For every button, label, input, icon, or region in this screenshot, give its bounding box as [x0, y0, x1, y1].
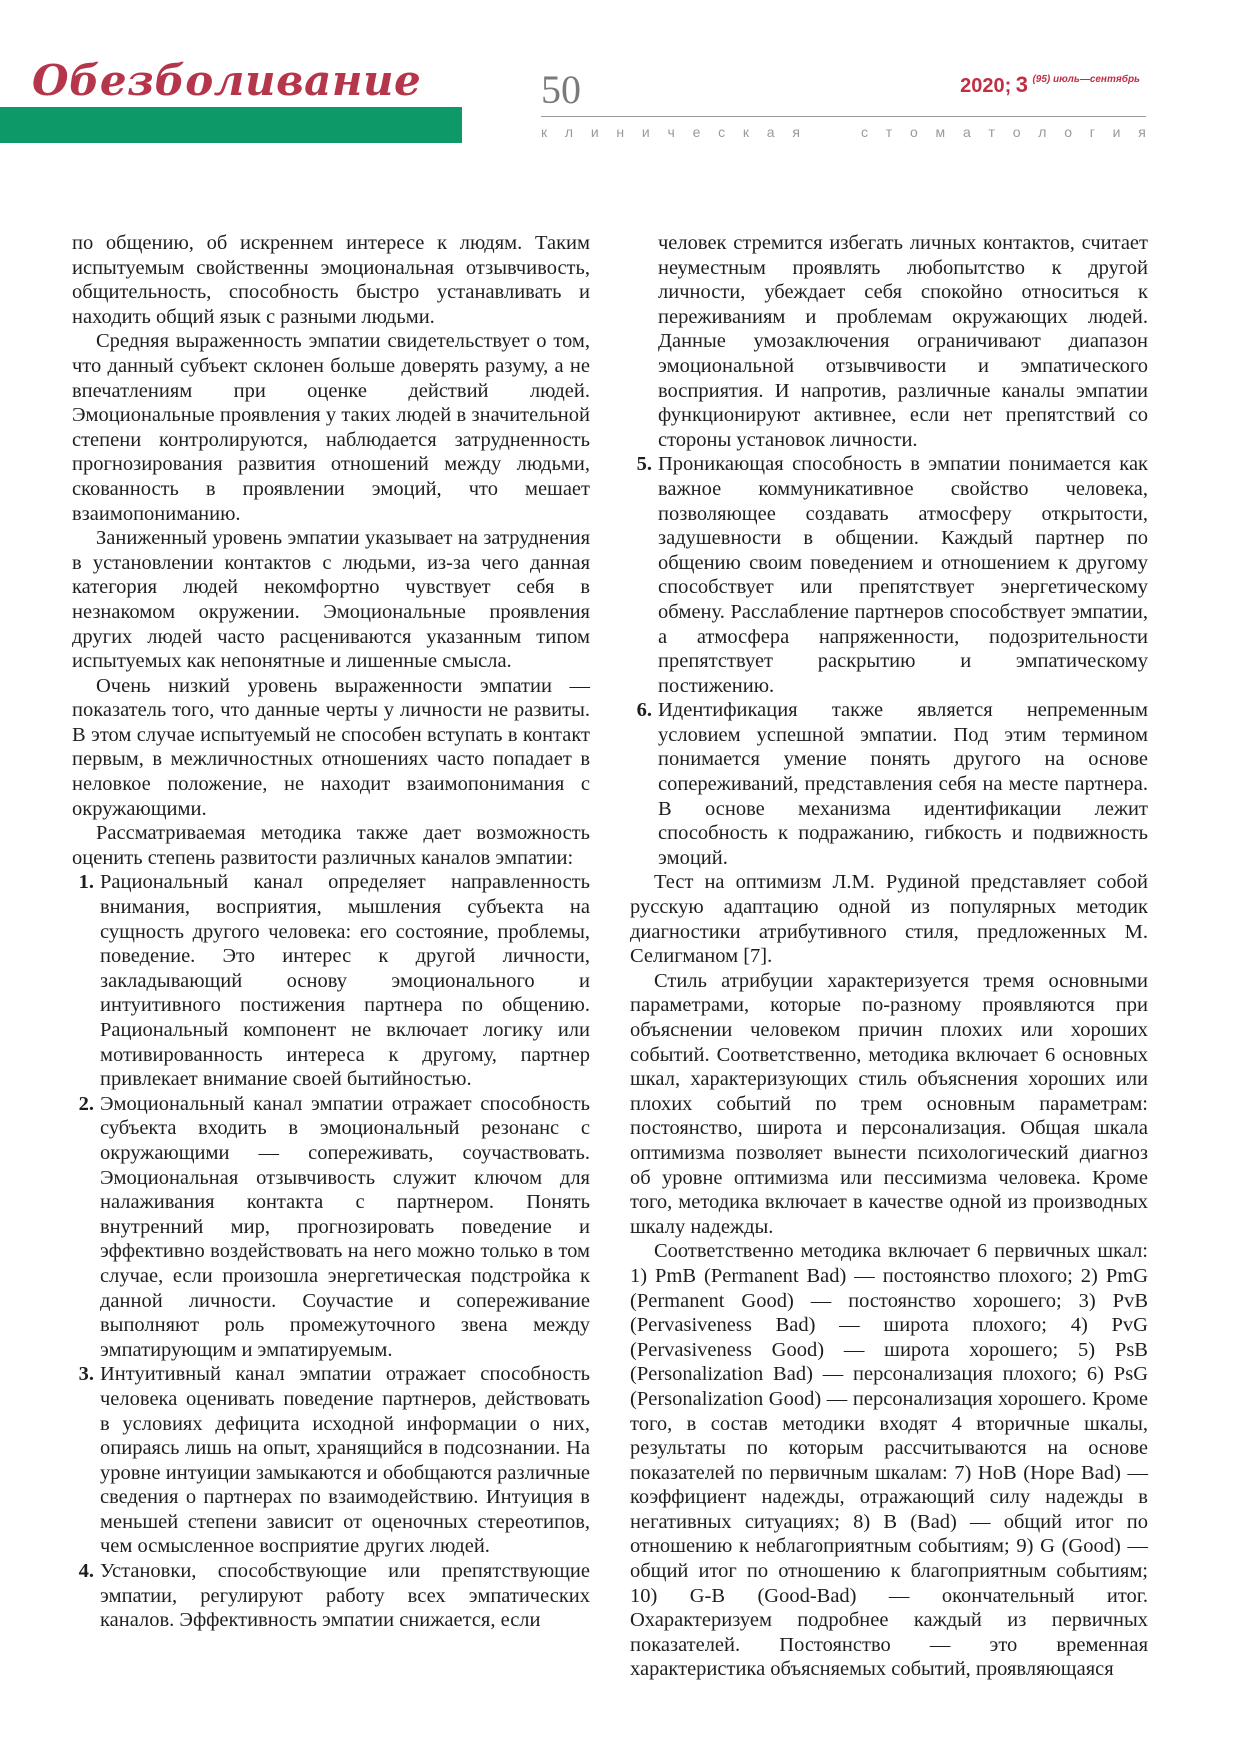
journal-letter: о [1012, 124, 1021, 140]
journal-letter: с [718, 124, 726, 140]
paragraph: Тест на оптимизм Л.М. Рудиной представляет собой русскую адаптацию одной из популярных методик диагностики атрибутивного стиля, предложенных М. Селигманом [7]. [630, 871, 1148, 968]
list-item [72, 870, 590, 1091]
journal-letter: о [909, 124, 918, 140]
journal-letter: м [935, 124, 946, 140]
list-number: 1. [78, 871, 94, 894]
list-item [72, 1092, 590, 1363]
journal-letter: е [692, 124, 701, 140]
journal-letter: л [564, 124, 574, 140]
issue-info [960, 72, 1140, 98]
journal-letter: я [1138, 124, 1146, 140]
issue-year: 2020; [960, 75, 1012, 97]
page-number: 50 [541, 67, 581, 112]
journal-letter: н [616, 124, 625, 140]
section-color-bar [0, 107, 462, 143]
journal-letter: а [766, 124, 775, 140]
journal-letter: с [861, 124, 869, 140]
list-item [72, 1559, 590, 1633]
list-text: Установки, способствующие или препятствующие эмпатии, регулируют работу всех эмпатических каналов. Эффективность эмпатии снижается, если [100, 1560, 590, 1632]
header-rule [541, 116, 1146, 117]
journal-letter [818, 124, 822, 142]
journal-letter: ч [667, 124, 675, 140]
journal-letter [839, 124, 843, 142]
section-title: Обезболивание [32, 56, 422, 105]
paragraph: Очень низкий уровень выраженности эмпатии — показатель того, что данные черты у личности не развиты. В этом случае испытуемый не способен вступать в контакт первым, в межличностных отношениях часто попадает в неловкое положение, не находит взаимопонимания с окружающими. [72, 674, 590, 820]
right-column [630, 231, 1148, 1682]
paragraph: Средняя выраженность эмпатии свидетельствует о том, что данный субъект склонен больше доверять разуму, а не впечатлениям при оценке действий людей. Эмоциональные проявления у таких людей в значительной степени контролируются, наблюдается затрудненность прогнозирования развития отношений между людьми, скованность в проявлении эмоций, что мешает взаимопониманию. [72, 330, 590, 525]
left-column [72, 231, 590, 1633]
list-number: 6. [636, 699, 652, 722]
list-text: Интуитивный канал эмпатии отражает способность человека оценивать поведение партнеров, действовать в условиях дефицита исходной информации о них, опираясь лишь на опыт, хранящийся в подсознании. На уровне интуиции замыкаются и обобщаются различные сведения о партнерах по взаимодействию. Интуиция в меньшей степени зависит от оценочных стереотипов, чем осмысленное восприятие других людей. [100, 1363, 590, 1558]
journal-letter: и [590, 124, 599, 140]
list-item-continuation: человек стремится избегать личных контактов, считает неуместным проявлять любопытство к другой личности, убеждает себя спокойно относиться к переживаниям и проблемам окружающих людей. Данные умозаключения ограничивают диапазон эмоциональной отзывчивости и эмпатического восприятия. И напротив, различные каналы эмпатии функционируют активнее, если нет препятствий со стороны установок личности. [658, 232, 1148, 451]
list-number: 4. [78, 1560, 94, 1583]
journal-letter: и [641, 124, 650, 140]
journal-letter: к [541, 124, 548, 140]
journal-letter: т [885, 124, 893, 140]
list-text: Проникающая способность в эмпатии понимается как важное коммуникативное свойство человека, позволяющее создавать атмосферу открытости, задушевности в общении. Каждый партнер по общению своим поведением и отношением к другому способствует или препятствует энергетическому обмену. Расслабление партнеров способствует эмпатии, а атмосфера напряженности, подозрительности препятствует раскрытию и эмпатическому постижению. [658, 453, 1148, 697]
journal-letter: я [792, 124, 800, 140]
paragraph: Соответственно методика включает 6 первичных шкал: 1) PmB (Permanent Bad) — постоянство плохого; 2) PmG (Permanent Good) — постоянство хорошего; 3) PvB (Pervasiveness Bad) — широта плохого; 4) PvG (Pervasiveness Good) — широта хорошего; 5) PsB (Personalization Bad) — персонализация плохого; 6) PsG (Personalization Good) — персонализация хорошего. Кроме того, в состав методики входят 4 вторичные шкалы, результаты по которым рассчитываются на основе показателей по первичным шкалам: 7) HoB (Hope Bad) — коэффициент надежды, отражающий силу надежды в негативных ситуациях; 8) B (Bad) — общий итог по отношению к неблагоприятным событиям; 9) G (Good) — общий итог по отношению к благоприятным событиям; 10) G-B (Good-Bad) — окончательный итог. Охарактеризуем подробнее каждый из первичных показателей. Постоянство — это временная характеристика объясняемых событий, проявляющаяся [630, 1240, 1148, 1681]
journal-letter: и [1112, 124, 1121, 140]
issue-number: 3 [1015, 72, 1029, 97]
journal-letter: а [962, 124, 971, 140]
paragraph: Стиль атрибуции характеризуется тремя основными параметрами, которые по-разному проявляются при объяснении человеком причин плохих или хороших событий. Соответственно, методика включает 6 основных шкал, характеризующих стиль объяснения хороших или плохих событий по трем основным параметрам: постоянство, широта и персонализация. Общая шкала оптимизма позволяет вынести психологический диагноз об уровне оптимизма или пессимизма человека. Кроме того, методика включает в качестве одной из производных шкалу надежды. [630, 969, 1148, 1238]
journal-letter: о [1064, 124, 1072, 140]
list-number: 5. [636, 453, 652, 476]
list-text: Рациональный канал определяет направленность внимания, восприятия, мышления субъекта на сущность другого человека: его состояние, проблемы, поведение. Это интерес к другой личности, закладывающий основу эмоционального и интуитивного постижения партнера по общению. Рациональный компонент не включает логику или мотивированность интереса к другому, партнер привлекает внимание своей бытийностью. [100, 871, 590, 1091]
list-item [630, 452, 1148, 698]
list-text: Идентификация также является непременным условием успешной эмпатии. Под этим термином понимается умение понять другого на основе сопереживаний, представления себя на месте партнера. В основе механизма идентификации лежит способность к подражанию, гибкость и подвижность эмоций. [658, 699, 1148, 869]
list-item [630, 698, 1148, 870]
paragraph: Рассматриваемая методика также дает возможность оценить степень развитости различных каналов эмпатии: [72, 822, 590, 869]
paragraph: по общению, об искреннем интересе к людям. Таким испытуемым свойственны эмоциональная отзывчивость, общительность, способность быстро устанавливать и находить общий язык с разными людьми. [72, 232, 590, 328]
journal-name [541, 124, 1146, 142]
list-number: 2. [78, 1092, 94, 1115]
journal-letter: т [988, 124, 995, 140]
journal-letter: л [1038, 124, 1047, 140]
journal-letter: к [742, 124, 750, 140]
journal-letter: г [1089, 124, 1095, 140]
paragraph: Заниженный уровень эмпатии указывает на затруднения в установлении контактов с людьми, из-за чего данная категория людей некомфортно чувствует себя в незнакомом окружении. Эмоциональные проявления других людей часто расцениваются указанным типом испытуемых как непонятные и лишенные смысла. [72, 527, 590, 673]
list-text: Эмоциональный канал эмпатии отражает способность субъекта входить в эмоциональный резонанс с окружающими — сопереживать, соучаствовать. Эмоциональная отзывчивость служит ключом для налаживания контакта с партнером. Понять внутренний мир, прогнозировать поведение и эффективно воздействовать на него можно только в том случае, если произошла энергетическая подстройка к данной личности. Соучастие и сопереживание выполняют роль промежуточного звена между эмпатирующим и эмпатируемым. [100, 1092, 590, 1361]
list-item [72, 1362, 590, 1559]
list-number: 3. [78, 1363, 94, 1386]
issue-supplement: (95) июль—сентябрь [1032, 74, 1140, 85]
